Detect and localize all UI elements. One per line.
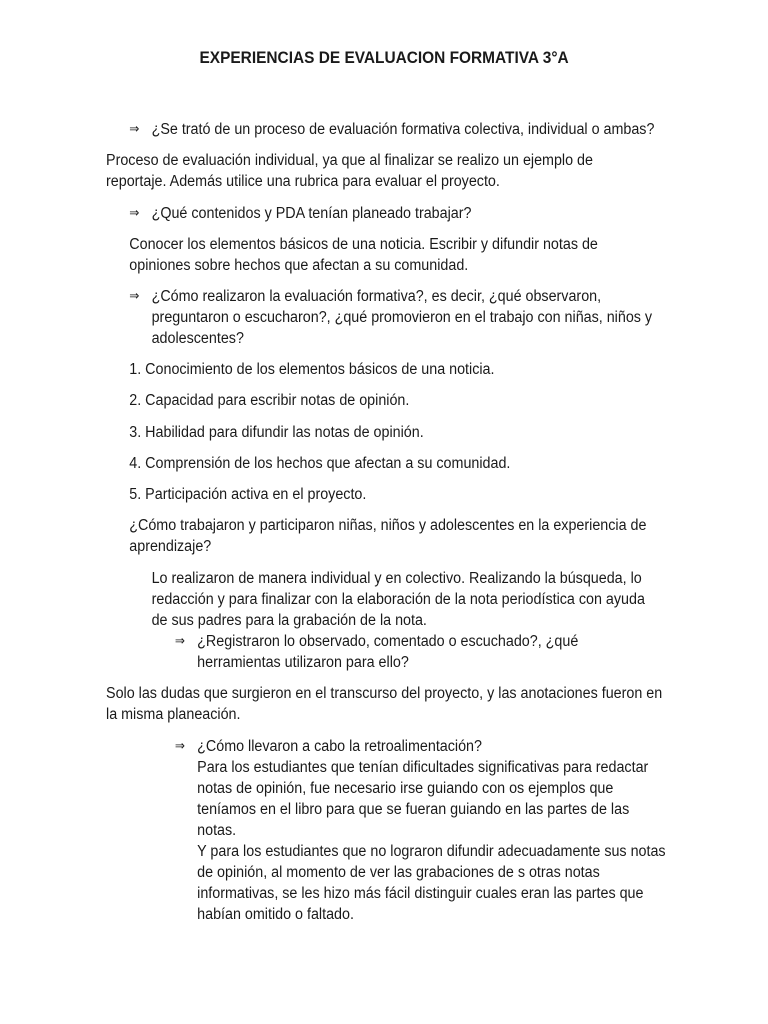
question-3-text: ¿Cómo realizaron la evaluación formativa?, es decir, ¿qué observaron, preguntaron o escucharon?, ¿qué promovieron en el trabajo con niñas, niños y adolescentes? <box>151 288 653 347</box>
document-title: EXPERIENCIAS DE EVALUACION FORMATIVA 3°A <box>199 48 569 67</box>
list-item: 3. Habilidad para difundir las notas de opinión. <box>129 424 424 441</box>
arrow-icon: ⇒ <box>174 739 185 754</box>
question-1-text: ¿Se trató de un proceso de evaluación formativa colectiva, individual o ambas? <box>151 121 655 138</box>
question-6 <box>175 736 668 925</box>
answer-5: Solo las dudas que surgieron en el transcurso del proyecto, y las anotaciones fueron en la misma planeación. <box>106 685 663 723</box>
question-5 <box>175 631 612 673</box>
list-item: 2. Capacidad para escribir notas de opinión. <box>129 392 410 409</box>
question-5-text: ¿Registraron lo observado, comentado o escuchado?, ¿qué herramientas utilizaron para ello? <box>197 633 579 671</box>
answer-2: Conocer los elementos básicos de una noticia. Escribir y difundir notas de opiniones sobre hechos que afectan a su comunidad. <box>129 236 598 274</box>
list-item: 4. Comprensión de los hechos que afectan a su comunidad. <box>129 455 511 472</box>
answer-6b: Y para los estudiantes que no lograron difundir adecuadamente sus notas de opinión, al momento de ver las grabaciones de s otras notas informativas, se les hizo más fácil distinguir cuales eran las partes que habían omitido o faltado. <box>197 843 666 923</box>
arrow-icon: ⇒ <box>129 206 140 221</box>
list-item: 1. Conocimiento de los elementos básicos de una noticia. <box>129 361 495 378</box>
question-6-block <box>197 736 668 925</box>
answer-6a: Para los estudiantes que tenían dificultades significativas para redactar notas de opinión, fue necesario irse guiando con os ejemplos que teníamos en el libro para que se fueran guiando en las partes de las notas. <box>197 759 649 839</box>
question-4: ¿Cómo trabajaron y participaron niñas, niños y adolescentes en la experiencia de aprendizaje? <box>129 517 647 555</box>
list-item: 5. Participación activa en el proyecto. <box>129 486 367 503</box>
arrow-icon: ⇒ <box>129 122 140 137</box>
question-1 <box>129 119 687 140</box>
arrow-icon: ⇒ <box>174 634 185 649</box>
question-6-text: ¿Cómo llevaron a cabo la retroalimentación? <box>197 738 482 755</box>
answer-4: Lo realizaron de manera individual y en colectivo. Realizando la búsqueda, lo redacción y para finalizar con la elaboración de la nota periodística con ayuda de sus padres para la grabación de la nota. <box>151 570 645 629</box>
answer-1: Proceso de evaluación individual, ya que al finalizar se realizo un ejemplo de reportaje. Además utilice una rubrica para evaluar el proyecto. <box>106 152 593 190</box>
question-3 <box>129 286 668 349</box>
question-2 <box>129 203 687 224</box>
arrow-icon: ⇒ <box>129 289 140 304</box>
question-2-text: ¿Qué contenidos y PDA tenían planeado trabajar? <box>151 205 472 222</box>
